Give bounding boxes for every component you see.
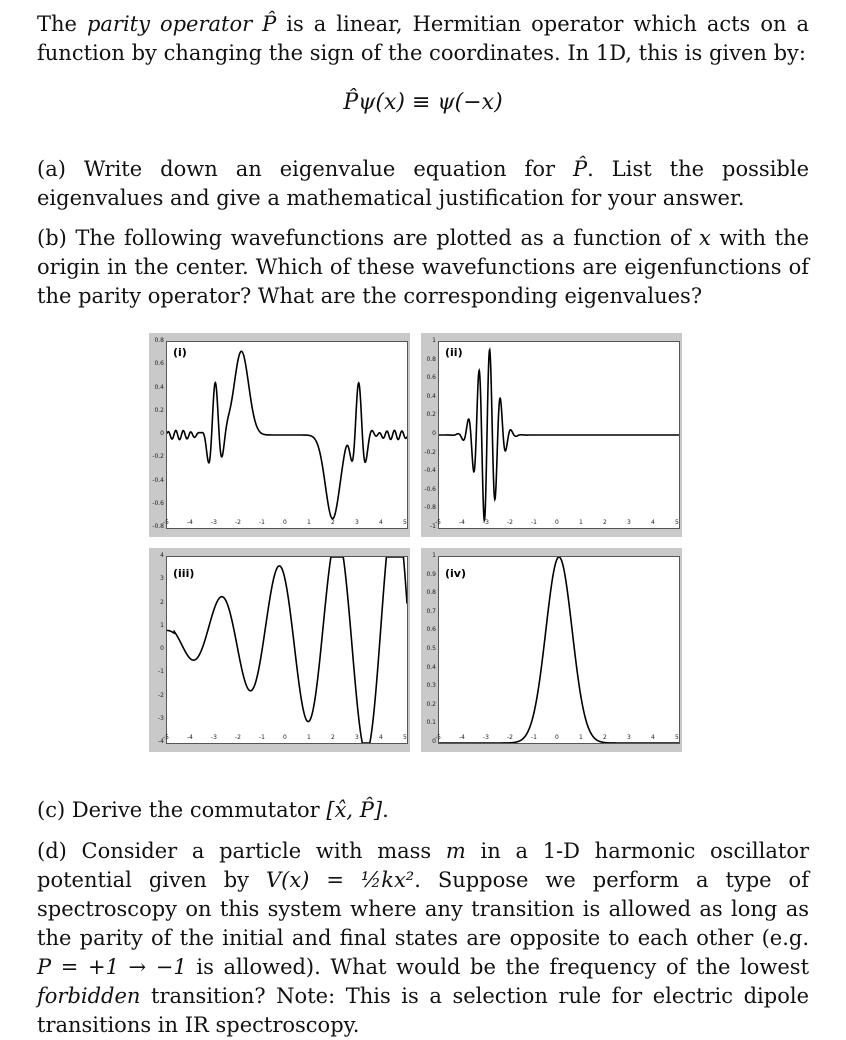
part-b-text-1: (b) The following wavefunctions are plotted as a function of xyxy=(37,226,699,250)
plot-label-iii: (iii) xyxy=(173,567,195,580)
y-tick-label: 2 xyxy=(160,598,164,606)
x-tick-label: 0 xyxy=(283,734,287,741)
y-tick-label: 0.1 xyxy=(426,719,436,727)
x-tick-label: -4 xyxy=(459,734,465,741)
x-tick-label: 2 xyxy=(331,519,335,526)
wavefunction-ii xyxy=(439,342,679,528)
x-tick-label: 3 xyxy=(355,519,359,526)
y-tick-label: 3 xyxy=(160,575,164,583)
x-tick-label: -2 xyxy=(507,734,513,741)
x-tick-label: -1 xyxy=(259,734,265,741)
y-tick-label: -3 xyxy=(158,714,164,722)
y-tick-label: -4 xyxy=(158,738,164,745)
part-d-mass: m xyxy=(445,839,466,863)
y-tick-label: -0.6 xyxy=(424,485,436,493)
y-tick-label: 1 xyxy=(432,337,436,344)
plot-label-ii: (ii) xyxy=(445,346,463,359)
y-tick-label: 0 xyxy=(432,430,436,437)
x-tick-label: 4 xyxy=(651,519,655,526)
x-tick-label: -3 xyxy=(483,734,489,741)
y-tick-label: 0.7 xyxy=(426,607,436,615)
y-tick-label: 0.8 xyxy=(426,589,436,597)
part-a-text-1: (a) Write down an eigenvalue equation for xyxy=(37,157,573,181)
x-tick-label: -1 xyxy=(259,519,265,526)
intro-paragraph xyxy=(37,10,809,68)
y-tick-label: 0.4 xyxy=(426,663,436,671)
x-tick-label: 0 xyxy=(283,519,287,526)
y-tick-label: -0.4 xyxy=(424,467,436,475)
y-tick-label: 0 xyxy=(160,430,164,437)
x-tick-label: 0 xyxy=(555,734,559,741)
y-tick-label: -0.2 xyxy=(424,448,436,456)
x-tick-label: 1 xyxy=(307,519,311,526)
plot-panel-i xyxy=(149,333,410,537)
x-tick-label: -2 xyxy=(507,519,513,526)
plot-area-i xyxy=(166,341,408,529)
x-tick-label: -5 xyxy=(163,734,169,741)
part-a-operator: P̂ xyxy=(573,157,588,181)
part-c-commutator: [x̂, P̂] xyxy=(326,798,383,822)
intro-emphasis: parity operator xyxy=(86,12,253,36)
x-tick-label: 1 xyxy=(307,734,311,741)
plot-area-iv xyxy=(438,556,680,744)
y-tick-label: 1 xyxy=(160,621,164,629)
wavefunction-iv xyxy=(439,557,679,743)
x-tick-label: 5 xyxy=(675,519,679,526)
y-tick-label: 0.6 xyxy=(154,360,164,368)
part-d-text-4: is allowed). What would be the frequency of the lowest xyxy=(186,955,810,979)
intro-space xyxy=(252,12,262,36)
plot-area-iii xyxy=(166,556,408,744)
x-tick-label: -1 xyxy=(531,734,537,741)
part-d-text-1: (d) Consider a particle with mass xyxy=(37,839,446,863)
y-tick-label: -0.2 xyxy=(152,453,164,461)
x-tick-label: 5 xyxy=(403,519,407,526)
y-tick-label: 0.8 xyxy=(426,355,436,363)
plot-panel-iv xyxy=(421,548,682,752)
y-tick-label: 0.8 xyxy=(154,337,164,344)
x-tick-label: 4 xyxy=(651,734,655,741)
x-tick-label: -3 xyxy=(211,519,217,526)
x-tick-label: -4 xyxy=(187,519,193,526)
x-tick-label: -3 xyxy=(483,519,489,526)
part-b-variable: x xyxy=(698,226,711,250)
x-tick-label: 3 xyxy=(627,519,631,526)
y-tick-label: 0.5 xyxy=(426,645,436,652)
y-tick-label: -0.6 xyxy=(152,499,164,507)
plot-panel-ii xyxy=(421,333,682,537)
x-tick-label: -5 xyxy=(435,519,441,526)
y-tick-label: 0.2 xyxy=(426,700,436,708)
x-tick-label: 2 xyxy=(331,734,335,741)
y-tick-label: 4 xyxy=(160,552,164,559)
x-tick-label: 1 xyxy=(579,734,583,741)
y-tick-label: 0.4 xyxy=(426,392,436,400)
y-tick-label: -1 xyxy=(158,668,164,676)
part-d-text-5: transition? Note: This is a selection rule for electric dipole transitions in IR spectroscopy. xyxy=(37,984,809,1037)
x-tick-label: 0 xyxy=(555,519,559,526)
part-c-text-2: . xyxy=(382,798,389,822)
x-tick-label: -4 xyxy=(459,519,465,526)
x-tick-label: -3 xyxy=(211,734,217,741)
x-tick-label: -4 xyxy=(187,734,193,741)
y-tick-label: 0.9 xyxy=(426,570,436,578)
intro-operator: P̂ xyxy=(262,12,277,36)
x-tick-label: 5 xyxy=(675,734,679,741)
plot-area-ii xyxy=(438,341,680,529)
part-b-text-2: with the origin in the center. Which of these wavefunctions are eigenfunctions of the parity operator? What are the corresponding eigenvalues? xyxy=(37,226,809,308)
plot-label-iv: (iv) xyxy=(445,567,466,580)
plot-label-i: (i) xyxy=(173,346,187,359)
x-tick-label: 2 xyxy=(603,519,607,526)
y-tick-label: -0.8 xyxy=(424,504,436,512)
part-d-potential: V(x) = ½kx² xyxy=(265,868,415,892)
part-d-forbidden: forbidden xyxy=(37,984,141,1008)
x-tick-label: -2 xyxy=(235,734,241,741)
x-tick-label: 1 xyxy=(579,519,583,526)
wavefunction-i xyxy=(167,342,407,528)
x-tick-label: -1 xyxy=(531,519,537,526)
part-d-parity-example: P = +1 → −1 xyxy=(37,955,187,979)
part-a xyxy=(37,155,809,213)
part-d-text-3: . Suppose we perform a type of spectroscopy on this system where any transition is allowed as long as the parity of the initial and final states are opposite to each other (e.g. xyxy=(37,868,809,950)
y-tick-label: 0 xyxy=(432,738,436,745)
y-tick-label: 1 xyxy=(432,552,436,559)
part-c xyxy=(37,796,809,825)
y-tick-label: -0.4 xyxy=(152,476,164,484)
y-tick-label: 0.3 xyxy=(426,682,436,690)
x-tick-label: 4 xyxy=(379,734,383,741)
x-tick-label: 4 xyxy=(379,519,383,526)
y-tick-label: 0 xyxy=(160,645,164,652)
part-b xyxy=(37,224,809,311)
y-tick-label: -2 xyxy=(158,691,164,699)
y-tick-label: 0.2 xyxy=(426,411,436,419)
x-tick-label: 2 xyxy=(603,734,607,741)
x-tick-label: 3 xyxy=(627,734,631,741)
intro-text-2: is a linear, Hermitian operator which acts on a function by changing the sign of the coordinates. In 1D, this is given by: xyxy=(37,12,809,65)
parity-equation: P̂ψ(x) ≡ ψ(−x) xyxy=(343,90,503,115)
y-tick-label: -0.8 xyxy=(152,523,164,530)
part-d xyxy=(37,837,809,1040)
y-tick-label: 0.2 xyxy=(154,406,164,414)
x-tick-label: 5 xyxy=(403,734,407,741)
wavefunction-iii xyxy=(167,557,407,743)
y-tick-label: 0.6 xyxy=(426,626,436,634)
intro-text-1: The xyxy=(37,12,87,36)
x-tick-label: -2 xyxy=(235,519,241,526)
y-tick-label: 0.6 xyxy=(426,374,436,382)
part-c-text-1: (c) Derive the commutator xyxy=(37,798,327,822)
y-tick-label: 0.4 xyxy=(154,383,164,391)
x-tick-label: 3 xyxy=(355,734,359,741)
x-tick-label: -5 xyxy=(163,519,169,526)
part-d-text-2: in a 1-D harmonic oscillator potential given by xyxy=(37,839,809,892)
plot-panel-iii xyxy=(149,548,410,752)
x-tick-label: -5 xyxy=(435,734,441,741)
part-a-text-2: . List the possible eigenvalues and give a mathematical justification for your answer. xyxy=(37,157,809,210)
y-tick-label: -1 xyxy=(430,523,436,530)
